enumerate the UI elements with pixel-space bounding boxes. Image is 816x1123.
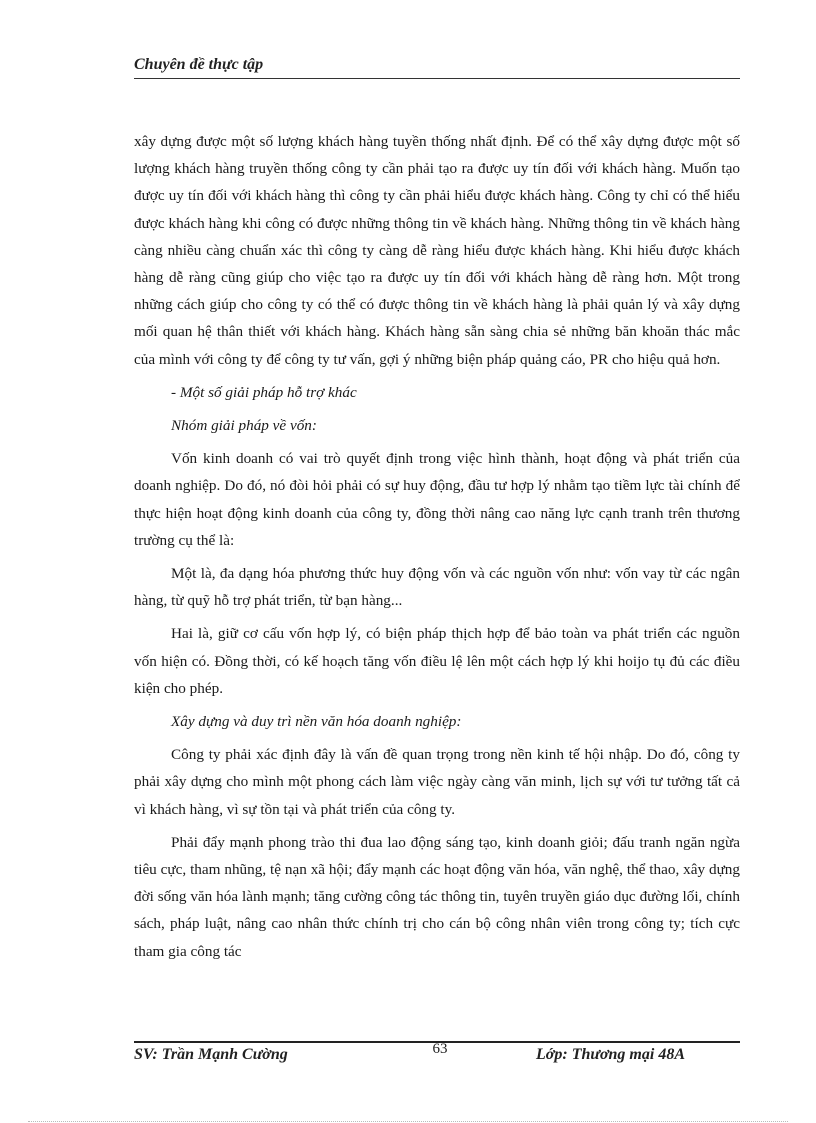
header-rule xyxy=(134,78,740,79)
section-heading-other-solutions: - Một số giải pháp hỗ trợ khác xyxy=(171,383,357,401)
subheading-corporate-culture: Xây dựng và duy trì nền văn hóa doanh nghiệp: xyxy=(171,713,462,731)
page-bottom-edge xyxy=(28,1121,788,1122)
paragraph-customer-relations: xây dựng được một số lượng khách hàng tuyền thống nhất định. Để có thể xây dựng được một số lượng khách hàng truyền thống công ty cần phải tạo ra được uy tín đối với khách hàng. Muốn tạo được uy tín đối với khách hàng thì công ty cần phải hiểu được khách hàng. Công ty chỉ có thể hiểu được khách hàng khi công có được những thông tin về khách hàng. Những thông tin về khách hàng càng nhiều càng chuẩn xác thì công ty càng dễ ràng hiểu được khách hàng. Khi hiểu được khách hàng dễ ràng cũng giúp cho việc tạo ra được uy tín đối với khách hàng dễ ràng hơn. Một trong những cách giúp cho công ty có thể có được thông tin về khách hàng là phải quản lý và xây dựng mối quan hệ thân thiết với khách hàng. Khách hàng sẵn sàng chia sẻ những băn khoăn thác mắc của mình với công ty để công ty tư vấn, gợi ý những biện pháp quảng cáo, PR cho hiệu quả hơn. xyxy=(134,133,740,368)
paragraph-second-measure: Hai là, giữ cơ cấu vốn hợp lý, có biện pháp thịch hợp để bảo toàn va phát triển các nguồn vốn hiện có. Đồng thời, có kế hoạch tăng vốn điều lệ lên một cách hợp lý khi hoijo tụ đủ các điều kiện cho phép. xyxy=(134,625,740,697)
paragraph-emulation-movement: Phải đẩy mạnh phong trào thi đua lao động sáng tạo, kinh doanh giỏi; đấu tranh ngăn ngừa tiêu cực, tham nhũng, tệ nạn xã hội; đẩy mạnh các hoạt động văn hóa, văn nghệ, thể thao, xây dựng đời sống văn hóa lành mạnh; tăng cường công tác thông tin, tuyên truyền giáo dục đường lối, chính sách, pháp luật, nâng cao nhân thức chính trị cho cán bộ công nhân viên trong công ty; tích cực tham gia công tác xyxy=(134,833,740,960)
paragraph-first-measure: Một là, đa dạng hóa phương thức huy động vốn và các nguồn vốn như: vốn vay từ các ngân hàng, từ quỹ hỗ trợ phát triển, từ bạn hàng... xyxy=(134,565,740,610)
footer-class-label: Lớp: Thương mại 48A xyxy=(536,1046,685,1063)
document-body xyxy=(134,128,740,971)
footer-student-name: SV: Trần Mạnh Cường xyxy=(134,1046,288,1063)
paragraph-business-capital: Vốn kinh doanh có vai trò quyết định trong việc hình thành, hoạt động và phát triển của doanh nghiệp. Do đó, nó đòi hỏi phải có sự huy động, đầu tư hợp lý nhằm tạo tiềm lực tài chính để thực hiện hoạt động kinh doanh của công ty, đồng thời nâng cao năng lực cạnh tranh trên thương trường cụ thể là: xyxy=(134,450,740,549)
page-number: 63 xyxy=(432,1041,448,1057)
paragraph-culture-importance: Công ty phải xác định đây là vấn đề quan trọng trong nền kinh tế hội nhập. Do đó, công ty phải xây dựng cho mình một phong cách làm việc ngày càng văn minh, lịch sự với tư tưởng tất cả vì khách hàng, vì sự tồn tại và phát triển của công ty. xyxy=(134,746,740,818)
header-title: Chuyên đề thực tập xyxy=(134,56,264,73)
subheading-capital-solutions: Nhóm giải pháp về vốn: xyxy=(171,417,317,435)
